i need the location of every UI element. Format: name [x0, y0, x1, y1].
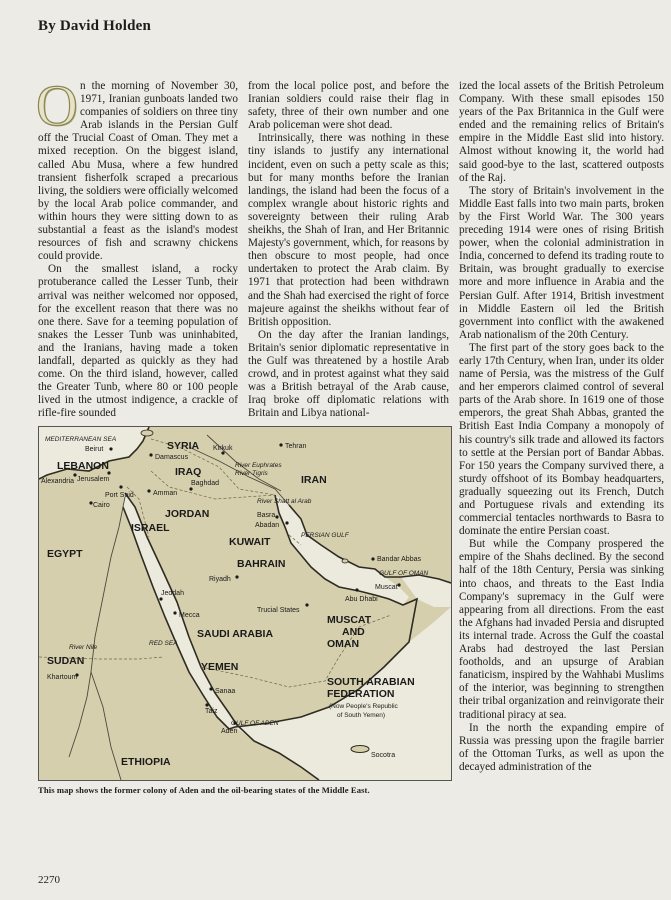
paragraph: The story of Britain's involvement in the Middle East falls into two main parts, broken by the First World War. The 300 years preceding 1914 were ones of rising British power, when the colonial administration in India, concerned to defend its trading route to Britain, was brought gradually to exercise more and more influence in Arabia and the Persian Gulf. After 1914, British investment in Middle Eastern oil led the British government into conflict with the awakened Arab nationalism of the 20th Century.: [459, 184, 664, 341]
city-label: Riyadh: [209, 576, 231, 583]
city-label: Mecca: [179, 612, 200, 619]
article-column-1: [36, 73, 238, 420]
paragraph: Intrinsically, there was nothing in these tiny islands to justify any international incident, even on such a petty scale as this; but for many months before the Iranian landings, the island had been the focus of a complex wrangle about historic rights and sovereignty between their ruling Arab sheikhs, the Shah of Iran, and Her Britannic Majesty's government, which, for reasons by then obscure to most people, had once undertaken to protect the Arab claim. By 1971 that protection had been withdrawn and the Shah had exercised the right of force majeure against the sheikhs without fear of British opposition.: [248, 132, 449, 328]
city-label: Basra: [257, 512, 276, 519]
map-svg: [39, 427, 451, 780]
city-label: Bandar Abbas: [377, 556, 421, 563]
paragraph: On the day after the Iranian landings, Britain's senior diplomatic representative in the Gulf was threatened by a hostile Arab crowd, and in protest against what they said was a British betrayal of the Arab cause, Iraq broke off diplomatic relations with Britain and Libya national-: [248, 328, 449, 420]
map-note: (Now People's Republic: [329, 703, 398, 710]
water-label: River Tigris: [235, 470, 268, 477]
country-label: LEBANON: [57, 460, 109, 472]
country-label: FEDERATION: [327, 688, 395, 700]
bahrain-island: [342, 559, 348, 563]
water-label: River Shatt al Arab: [257, 498, 312, 505]
paragraph: On the smallest island, a rocky protuberance called the Lesser Tunb, their arrival was neither welcomed nor opposed, for the excellent reason that there was no one there. Save for a teeming population of snakes the Lesser Tunb was uninhabited, and the Iranians, having made a token landfall, departed as quickly as they had come. On the third island, however, called the Greater Tunb, where 80 or 100 people lived in the utmost indigence, a crackle of rifle-fire sounded: [38, 263, 238, 420]
city-label: Alexandria: [41, 478, 75, 485]
city-label: Sanaa: [215, 688, 236, 695]
page-number: 2270: [38, 874, 60, 886]
city-label: Damascus: [155, 454, 189, 461]
paragraph: The first part of the story goes back to the early 17th Century, when Iran, under its older name of Persia, was the mistress of the Gulf and her emperors claimed control of several parts of the Arab shore. In 1619 one of those emperors, the great Shah Abbas, granted the British East India Company a monopoly of his country's silk trade and allowed its factors to settle at the Persian port of Bandar Abbas. For 150 years the Company survived there, a sturdy offshoot of its Bombay headquarters, gradually squeezing out its French, Dutch and Portuguese rivals and extending its commercial tentacles northwards to Basra to dominate the entire Persian coast.: [459, 341, 664, 538]
article-column-2: [248, 80, 449, 420]
country-label: SAUDI ARABIA: [197, 628, 274, 640]
country-label: BAHRAIN: [237, 558, 286, 570]
city-label: Beirut: [85, 446, 104, 453]
city-label: Taiz: [205, 708, 218, 715]
city-label: Aden: [221, 728, 238, 735]
water-label: River Euphrates: [235, 462, 282, 469]
city-label: Baghdad: [191, 480, 220, 487]
map-note: of South Yemen): [337, 712, 386, 719]
paragraph: n the morning of November 30, 1971, Iranian gunboats landed two companies of soldiers on three tiny Arab islands in the Persian Gulf off the Trucial Coast of Oman. They met a mixed reception. On the biggest island, called Abu Musa, where a few hundred transient fisherfolk scraped a precarious living, the soldiers were officially welcomed by the local Arab police commander, and within hours they were sitting down to as substantial a feast as the island's modest resources of fish and scrawny chickens could provide.: [38, 80, 238, 263]
country-label: ISRAEL: [131, 522, 170, 534]
water-label: GULF OF OMAN: [379, 570, 429, 577]
city-label: Amman: [153, 490, 178, 497]
city-label: Jerusalem: [77, 476, 110, 483]
country-label: MUSCAT: [327, 614, 372, 626]
city-label: Muscat: [375, 584, 398, 591]
city-label: Cairo: [93, 502, 110, 509]
water-label: RED SEA: [149, 640, 178, 647]
socotra-island: [351, 746, 369, 753]
country-label: IRAQ: [175, 466, 202, 478]
city-label: Khartoum: [47, 674, 78, 681]
country-label: AND: [342, 626, 365, 638]
water-label: MEDITERRANEAN SEA: [45, 436, 117, 443]
article-column-3: [459, 80, 664, 774]
water-label: GULF OF ADEN: [231, 720, 279, 727]
map-caption: This map shows the former colony of Aden and the oil-bearing states of the Middle East.: [38, 785, 370, 795]
water-label: PERSIAN GULF: [301, 532, 349, 539]
drop-cap: O: [36, 73, 78, 138]
city-label: Abu Dhabi: [345, 596, 378, 603]
country-label: EGYPT: [47, 548, 83, 560]
city-label: Socotra: [371, 752, 396, 759]
byline: By David Holden: [38, 18, 152, 34]
paragraph: But while the Company prospered the empire of the Shahs declined. By the second half of the 18th Century, Persia was sinking into chaos, and threats to the East India Company's supremacy in the Gulf were appearing from all directions. From the east the Afghans had invaded Persia and disrupted its internal trade. Across the Gulf the coastal Arabs had destroyed the last Persian footholds, and an upsurge of Arabian fanaticism, inspired by the Wahhabi Muslims of the interior, was beginning to strengthen their tribal organization and reinvigorate their traditional piracy at sea.: [459, 538, 664, 721]
paragraph: In the north the expanding empire of Russia was pressing upon the fragile barrier of the Ottoman Turks, as well as upon the decayed administration of the: [459, 721, 664, 773]
middle-east-map: [38, 426, 452, 781]
country-label: KUWAIT: [229, 536, 271, 548]
country-label: OMAN: [327, 638, 360, 650]
country-label: SUDAN: [47, 655, 85, 667]
cyprus-island: [141, 430, 153, 436]
country-label: ETHIOPIA: [121, 756, 171, 768]
country-label: SYRIA: [167, 440, 200, 452]
country-label: SOUTH ARABIAN: [327, 676, 415, 688]
city-label: Abadan: [255, 522, 280, 529]
city-label: Port Said: [105, 492, 134, 499]
city-label: Kirkuk: [213, 445, 233, 452]
paragraph: ized the local assets of the British Petroleum Company. With these small episodes 150 years of the Pax Britannica in the Gulf were ended and the remaining relics of Britain's empire in the Middle East slid into history. Almost without knowing it, the world had said good-bye to the last, scattered outposts of the Raj.: [459, 80, 664, 184]
city-label: Jeddah: [161, 590, 184, 597]
country-label: IRAN: [301, 474, 327, 486]
city-label: Tehran: [285, 443, 307, 450]
country-label: JORDAN: [165, 508, 210, 520]
city-label: Trucial States: [257, 607, 300, 614]
paragraph: from the local police post, and before the Iranian soldiers could raise their flag in safety, three of their own number and one Arab policeman were shot dead.: [248, 80, 449, 132]
country-label: YEMEN: [201, 661, 239, 673]
water-label: River Nile: [69, 644, 98, 651]
